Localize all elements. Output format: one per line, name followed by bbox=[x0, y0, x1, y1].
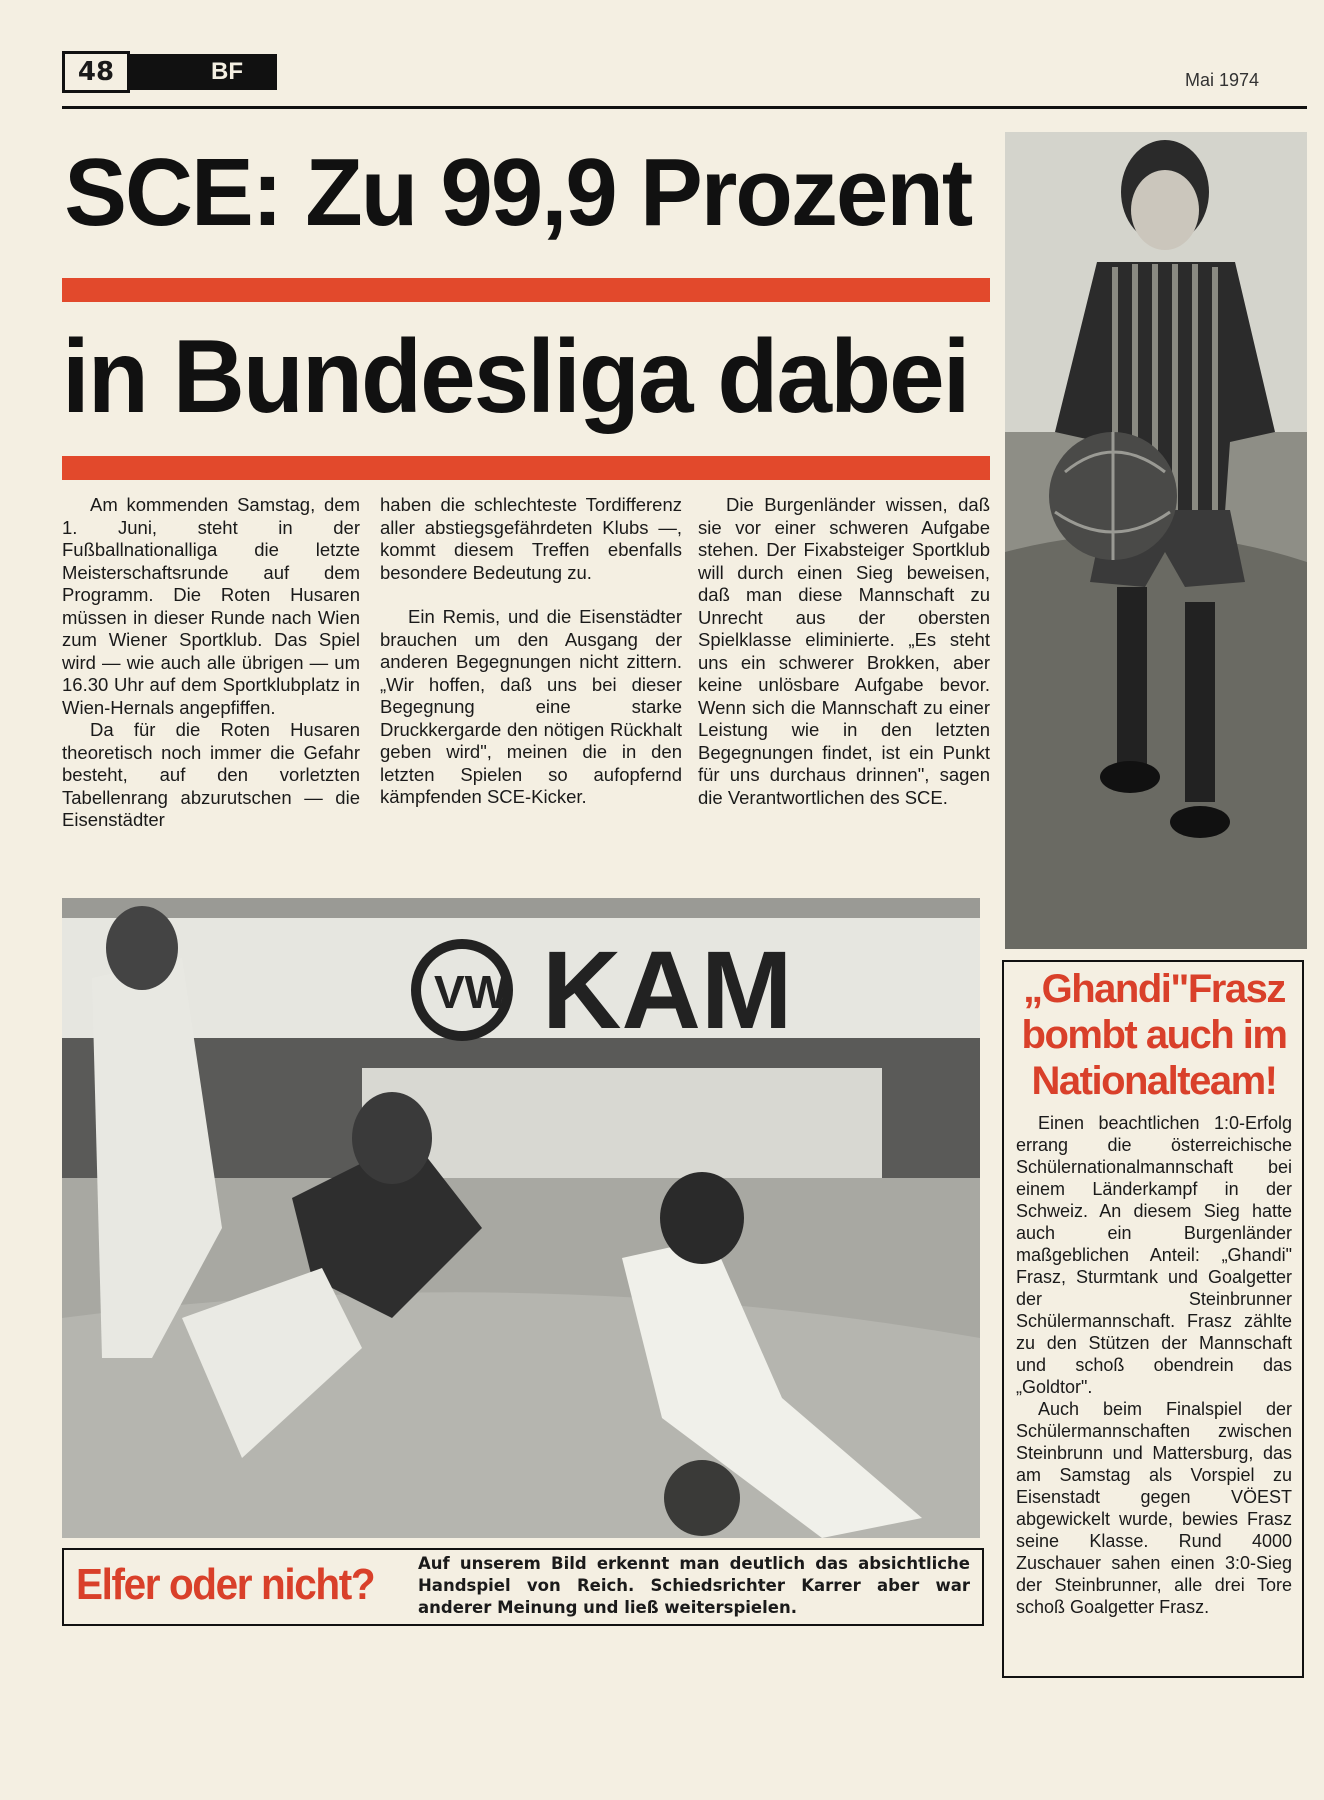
headline-line-1: SCE: Zu 99,9 Prozent bbox=[64, 139, 972, 246]
section-label: BF bbox=[127, 54, 277, 90]
article-column-2 bbox=[380, 494, 682, 809]
caption-headline: Elfer oder nicht? bbox=[76, 1560, 375, 1609]
sidebar-headline-line: bombt auch im bbox=[1021, 1013, 1287, 1057]
match-illustration bbox=[62, 898, 980, 1538]
banner-text: KAM bbox=[542, 929, 793, 1052]
article-paragraph: Die Burgenländer wissen, daß sie vor einer schweren Aufgabe stehen. Der Fixabsteiger Sportklub will durch einen Sieg beweisen, daß man diese Mannschaft zu Unrecht aus der obersten Spielklasse eliminierte. „Es steht uns ein schwerer Brokken, aber keine unlösbare Aufgabe bevor. Wenn sich die Mannschaft zu einer Leistung wie in den letzten Begegnungen findet, ist ein Punkt für uns durchaus drinnen", sagen die Verantwortlichen des SCE. bbox=[698, 494, 990, 808]
headline-red-bar-2 bbox=[62, 456, 990, 480]
player-photo bbox=[1005, 132, 1307, 949]
sidebar-article bbox=[1016, 1112, 1292, 1618]
caption-text: Auf unserem Bild erkennt man deutlich das absichtliche Handspiel von Reich. Schiedsrichter Karrer aber war anderer Meinung und ließ weiterspielen. bbox=[418, 1554, 970, 1617]
match-photo bbox=[62, 898, 980, 1538]
sidebar-headline-line: Nationalteam! bbox=[1031, 1059, 1277, 1103]
article-paragraph: Ein Remis, und die Eisenstädter brauchen um den Ausgang der anderen Begegnungen nicht zittern. „Wir hoffen, daß uns bei dieser Begegnung eine starke Druckkergarde den nötigen Rückhalt geben wird", meinen die in den letzten Spielen so aufopfernd kämpfenden SCE-Kicker. bbox=[380, 606, 682, 807]
headline-red-bar-1 bbox=[62, 278, 990, 302]
issue-date: Mai 1974 bbox=[1185, 70, 1260, 90]
article-column-3 bbox=[698, 494, 990, 809]
article-paragraph: haben die schlechteste Tordifferenz aller abstiegsgefährdeten Klubs —, kommt diesem Treffen ebenfalls besondere Bedeutung zu. bbox=[380, 494, 682, 583]
sidebar-paragraph: Auch beim Finalspiel der Schülermannschaften zwischen Steinbrunn und Mattersburg, das am Samstag als Vorspiel zu Eisenstadt gegen VÖEST abgewickelt wurde, bewies Frasz seine Klasse. Rund 4000 Zuschauer sahen einen 3:0-Sieg der Steinbrunner, alle drei Tore schoß Goalgetter Frasz. bbox=[1016, 1399, 1292, 1617]
sidebar-headline-line: „Ghandi"Frasz bbox=[1023, 967, 1285, 1011]
article-paragraph: Da für die Roten Husaren theoretisch noch immer die Gefahr besteht, auf den vorletzten Tabellenrang abzurutschen — die Eisenstädter bbox=[62, 719, 360, 830]
sidebar-headline bbox=[1012, 966, 1296, 1104]
page-number: 48 bbox=[62, 51, 130, 93]
header-rule bbox=[62, 106, 1307, 109]
player-illustration bbox=[1005, 132, 1307, 949]
sidebar-paragraph: Einen beachtlichen 1:0-Erfolg errang die österreichische Schülernationalmannschaft bei einem Länderkampf in der Schweiz. An diesem Sieg hatte auch ein Burgenländer maßgeblichen Anteil: „Ghandi" Frasz, Sturmtank und Goalgetter der Steinbrunner Schülermannschaft. Frasz zählte zu den Stützen der Mannschaft und schoß obendrein das „Goldtor". bbox=[1016, 1113, 1292, 1397]
vw-logo-text: VW bbox=[434, 966, 509, 1018]
article-paragraph: Am kommenden Samstag, dem 1. Juni, steht in der Fußballnationalliga die letzte Meisterschaftsrunde auf dem Programm. Die Roten Husaren müssen in dieser Runde nach Wien zum Wiener Sportklub. Das Spiel wird — wie auch alle übrigen — um 16.30 Uhr auf dem Sportklubplatz in Wien-Hernals angepfiffen. bbox=[62, 494, 360, 718]
headline-line-2: in Bundesliga dabei bbox=[62, 319, 969, 435]
article-column-1 bbox=[62, 494, 360, 832]
